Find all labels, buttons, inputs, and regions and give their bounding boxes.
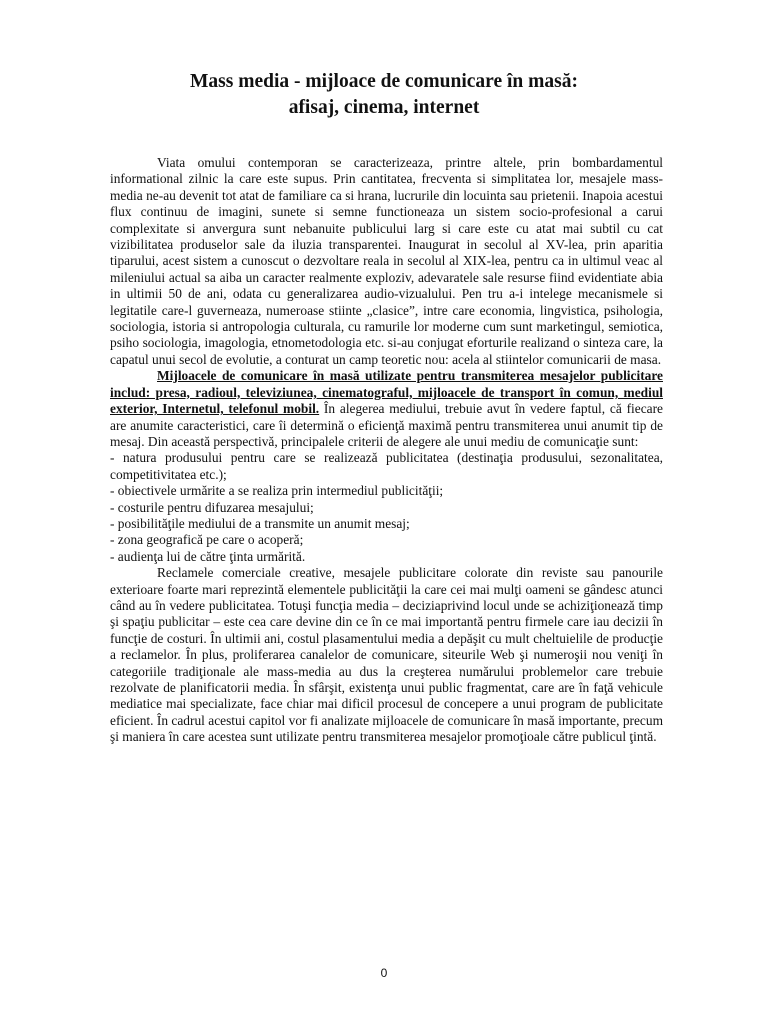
media-channels-text: În alegerea mediului, trebuie avut în vedere faptul, că fiecare are anumite caracteristici, care îi determină o eficienţă maximă pentru transmiterea unui anumit tip de mesaj. Din această perspectivă, principalele criterii de alegere ale unui mediu de comunicaţie sunt:: [110, 401, 663, 449]
list-item: - natura produsului pentru care se realizează publicitatea (destinaţia produsului, sezonalitatea, competitivitatea etc.);: [110, 450, 663, 482]
paragraph-intro: Viata omului contemporan se caracterizeaza, printre altele, prin bombardamentul informational zilnic la care este supus. Prin cantitatea, frecventa si simplitatea lor, mesajele mass-media ne-au devenit tot atat de familiare ca si hrana, lucrurile din locuinta sau prietenii. Inapoia acestui flux continuu de imagini, sunete si semne functioneaza un sistem socio-profesional a carui complexitate si anvergura sunt nebanuite publicului larg si care este cu atat mai subtil cu cat vizibilitatea produselor sale da iluzia transparentei. Inaugurat in secolul al XV-lea, prin aparitia tiparului, acest sistem a cunoscut o dezvoltare reala in secolul al XIX-lea, pentru ca in ultimul veac al mileniului actual sa aiba un caracter realmente exploziv, adevaratele sale resurse fiind evidentiate abia in ultimii 50 de ani, odata cu generalizarea audio-vizualului. Pen tru a-i intelege mecanismele si legitatile care-l guverneaza, numeroase stiinte „clasice”, intre care economia, lingvistica, psihologia, sociologia, istoria si antropologia culturala, cu ramurile lor moderne cum sunt marketingul, semiotica, psiho sociologia, imagologia, etnometodologia etc. si-au conjugat eforturile realizand o sinteza care, la capatul unui secol de evolutie, a conturat un camp teoretic nou: acela al stiintelor comunicarii de masa.: [110, 155, 663, 367]
list-item: - zona geografică pe care o acoperă;: [110, 532, 304, 548]
title-line-1: Mass media - mijloace de comunicare în masă:: [190, 71, 578, 92]
paragraph-media-channels: [110, 368, 663, 450]
paragraph-creative-ads: Reclamele comerciale creative, mesajele publicitare colorate din reviste sau panourile exterioare foarte mari reprezintă elementele publicităţii la care cei mai mulţi oameni se gândesc atunci când au în vedere publicitatea. Totuşi funcţia media – deciziaprivind locul unde se achiziţionează timp şi spaţiu publicitar – este cea care devine din ce în ce mai importantă pentru firmele care iau decizii în funcţie de costuri. În ultimii ani, costul plasamentului media a depăşit cu mult cheltuielile de producţie a reclamelor. În plus, proliferarea canalelor de comunicare, siteurile Web şi numeroşii nou veniţi în categoriile tradiţionale ale mass-media au dus la creşterea numărului problemelor care trebuie rezolvate de planificatorii media. În sfârşit, existenţa unui public fragmentat, care are în faţă vehicule mediatice mai specializate, face chiar mai dificil procesul de concepere a unui program de publicitate eficient. În cadrul acestui capitol vor fi analizate mijloacele de comunicare în masă importante, precum şi maniera în care acestea sunt utilizate pentru transmiterea mesajelor promoţioale către publicul ţintă.: [110, 565, 663, 745]
page-title: [110, 69, 658, 121]
list-item: - costurile pentru difuzarea mesajului;: [110, 499, 314, 515]
page-number: 0: [380, 966, 388, 980]
document-body: [110, 155, 663, 746]
media-channels-heading: Mijloacele de comunicare în masă utilizate pentru transmiterea mesajelor publicitare includ: presa, radioul, televiziunea, cinematograful, mijloacele de transport în comun, mediul exterior, Internetul, telefonul mobil.: [110, 368, 663, 417]
title-line-2: afisaj, cinema, internet: [288, 97, 480, 118]
criteria-list: [110, 450, 663, 565]
list-item: - posibilităţile mediului de a transmite un anumit mesaj;: [110, 515, 410, 531]
list-item: - audienţa lui de către ţinta urmărită.: [110, 548, 306, 564]
list-item: - obiectivele urmărite a se realiza prin intermediul publicităţii;: [110, 483, 444, 499]
